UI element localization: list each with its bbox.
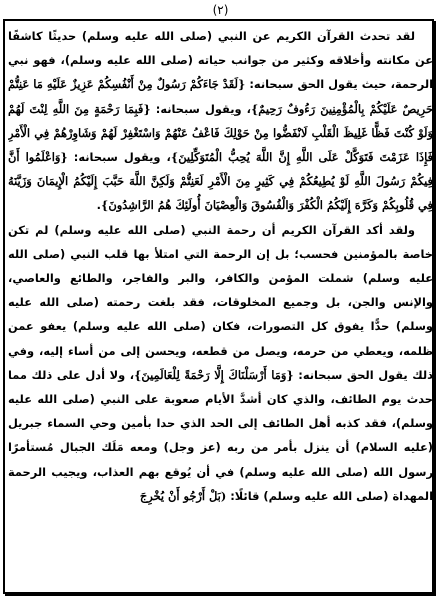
- paragraph-text: لقد تحدث القرآن الكريم عن النبي (صلى الله عليه وسلم) حديثًا كاشفًا عن مكانته وأخلاقه وكثير من جوانب حياته (صلى الله عليه وسلم)، فهو نبي الرحمة، حيث يقول الحق سبحانه:: [8, 29, 433, 92]
- quran-verse: {فَبِمَا رَحْمَةٍ مِنَ اللَّهِ لِنْتَ لَهُمْ وَلَوْ كُنْتَ فَظًّا غَلِيظَ الْقَلْبِ لَانْفَضُّوا مِنْ حَوْلِكَ فَاعْفُ عَنْهُمْ وَاسْتَغْفِرْ لَهُمْ وَشَاوِرْهُمْ فِي الْأَمْرِ فَإِذَا عَزَمْتَ فَتَوَكَّلْ عَلَى اللَّهِ إِنَّ اللَّهَ يُحِبُّ الْمُتَوَكِّلِينَ}: [8, 101, 433, 165]
- quran-verse: {لَقَدْ جَاءَكُمْ رَسُولٌ مِنْ أَنْفُسِكُمْ عَزِيزٌ عَلَيْهِ مَا عَنِتُّمْ حَرِيصٌ عَلَيْكُمْ بِالْمُؤْمِنِينَ رَءُوفٌ رَحِيمٌ}: [8, 77, 433, 116]
- paragraph-text: .: [96, 198, 101, 213]
- quran-verse: {وَاعْلَمُوا أَنَّ فِيكُمْ رَسُولَ اللَّهِ لَوْ يُطِيعُكُمْ فِي كَثِيرٍ مِنَ الْأَمْرِ لَعَنِتُّمْ وَلَكِنَّ اللَّهَ حَبَّبَ إِلَيْكُمُ الْإِيمَانَ وَزَيَّنَهُ فِي قُلُوبِكُمْ وَكَرَّهَ إِلَيْكُمُ الْكُفْرَ وَالْفُسُوقَ وَالْعِصْيَانَ أُولَئِكَ هُمُ الرَّاشِدُونَ}: [8, 150, 433, 213]
- quran-verse: {وَمَا أَرْسَلْنَاكَ إِلَّا رَحْمَةً لِلْعَالَمِينَ}: [134, 367, 294, 382]
- paragraph-text: ، ويقول سبحانه:: [67, 150, 171, 165]
- paragraph: [8, 218, 433, 508]
- paragraph-text: ، ولا أدل على ذلك مما حدث يوم الطائف، والذي كان أشدَّ الأيام صعوبة على النبي (صلى الله عليه وسلم)، فقد كذبه أهل الطائف إلى الحد الذي حدا بأمين وحي السماء جبريل (عليه السلام) أن ينزل بأمر من ربه (عز وجل) ومعه مَلَك الجبال مُستأمرًا رسول الله (صلى الله عليه وسلم) في أن يُوقع بهم العذاب، ويجيب الرحمة المهداة (صلى الله عليه وسلم) قائلًا:: [8, 367, 433, 503]
- page-number: (٢): [212, 3, 229, 17]
- quran-verse: (بَلْ أَرْجُو أَنْ يُخْرِجَ: [139, 488, 227, 503]
- paragraph-text: ، ويقول سبحانه:: [150, 101, 251, 116]
- paragraph: [8, 24, 433, 218]
- body-text: [8, 24, 433, 593]
- paragraph-text: ولقد أكد القرآن الكريم أن رحمة النبي (صلى الله عليه وسلم) لم تكن خاصة بالمؤمنين فحسب؛ بل إن الرحمة التي امتلأ بها قلب النبي (صلى الله عليه وسلم) شملت المؤمن والكافر، والبر والفاجر، والطائع والعاصي، والإنس والجن، بل وجميع المخلوقات، فقد بلغت رحمته (صلى الله عليه وسلم) حدًّا يفوق كل التصورات، فكان (صلى الله عليه وسلم) يعفو عمن ظلمه، ويعطي من حرمه، ويصل من قطعه، ويحسن إلى من أساء إليه، وفي ذلك يقول الحق سبحانه:: [8, 222, 433, 382]
